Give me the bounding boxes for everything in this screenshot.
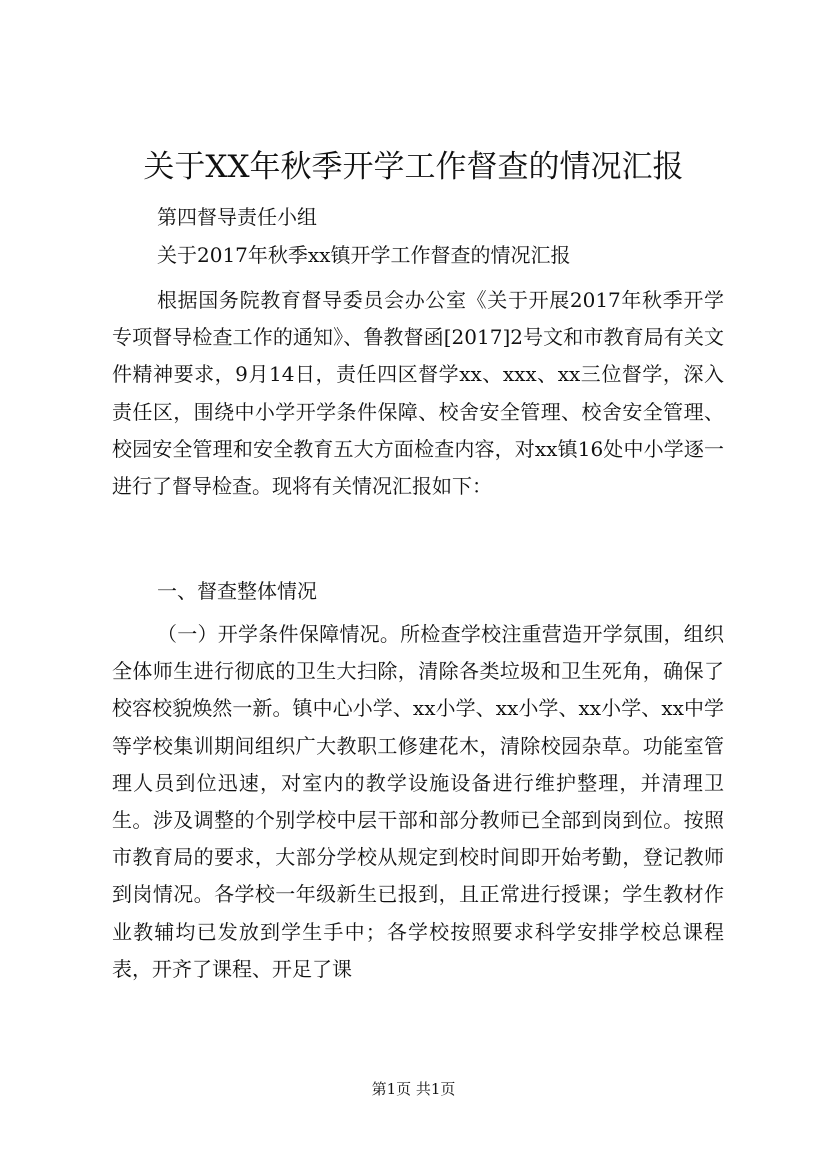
paragraph-section1: （一）开学条件保障情况。所检查学校注重营造开学氛围，组织全体师生进行彻底的卫生大扫除，清除各类垃圾和卫生死角，确保了校容校貌焕然一新。镇中心小学、xx小学、xx小学、xx小学、xx中学等学校集训期间组织广大教职工修建花木，清除校园杂草。功能室管理人员到位迅速，对室内的教学设施设备进行维护整理，并清理卫生。涉及调整的个别学校中层干部和部分教师已全部到岗到位。按照市教育局的要求，大部分学校从规定到校时间即开始考勤，登记教师到岗情况。各学校一年级新生已报到，且正常进行授课；学生教材作业教辅均已发放到学生手中；各学校按照要求科学安排学校总课程表，开齐了课程、开足了课 xyxy=(112,622,724,981)
subtitle-group: 第四督导责任小组 xyxy=(157,205,317,229)
paragraph-intro: 根据国务院教育督导委员会办公室《关于开展2017年秋季开学专项督导检查工作的通知》、鲁教督函[2017]2号文和市教育局有关文件精神要求，9月14日，责任四区督学xx、xxx、xx三位督学，深入责任区，围绕中小学开学条件保障、校舍安全管理、校舍安全管理、校园安全管理和安全教育五大方面检查内容，对xx镇16处中小学逐一进行了督导检查。现将有关情况汇报如下： xyxy=(112,288,724,499)
document-title: 关于XX年秋季开学工作督查的情况汇报 xyxy=(143,149,684,185)
subtitle-report: 关于2017年秋季xx镇开学工作督查的情况汇报 xyxy=(157,243,571,267)
page-indicator: 第1页 共1页 xyxy=(371,1080,456,1098)
section-heading: 一、督查整体情况 xyxy=(157,579,317,603)
